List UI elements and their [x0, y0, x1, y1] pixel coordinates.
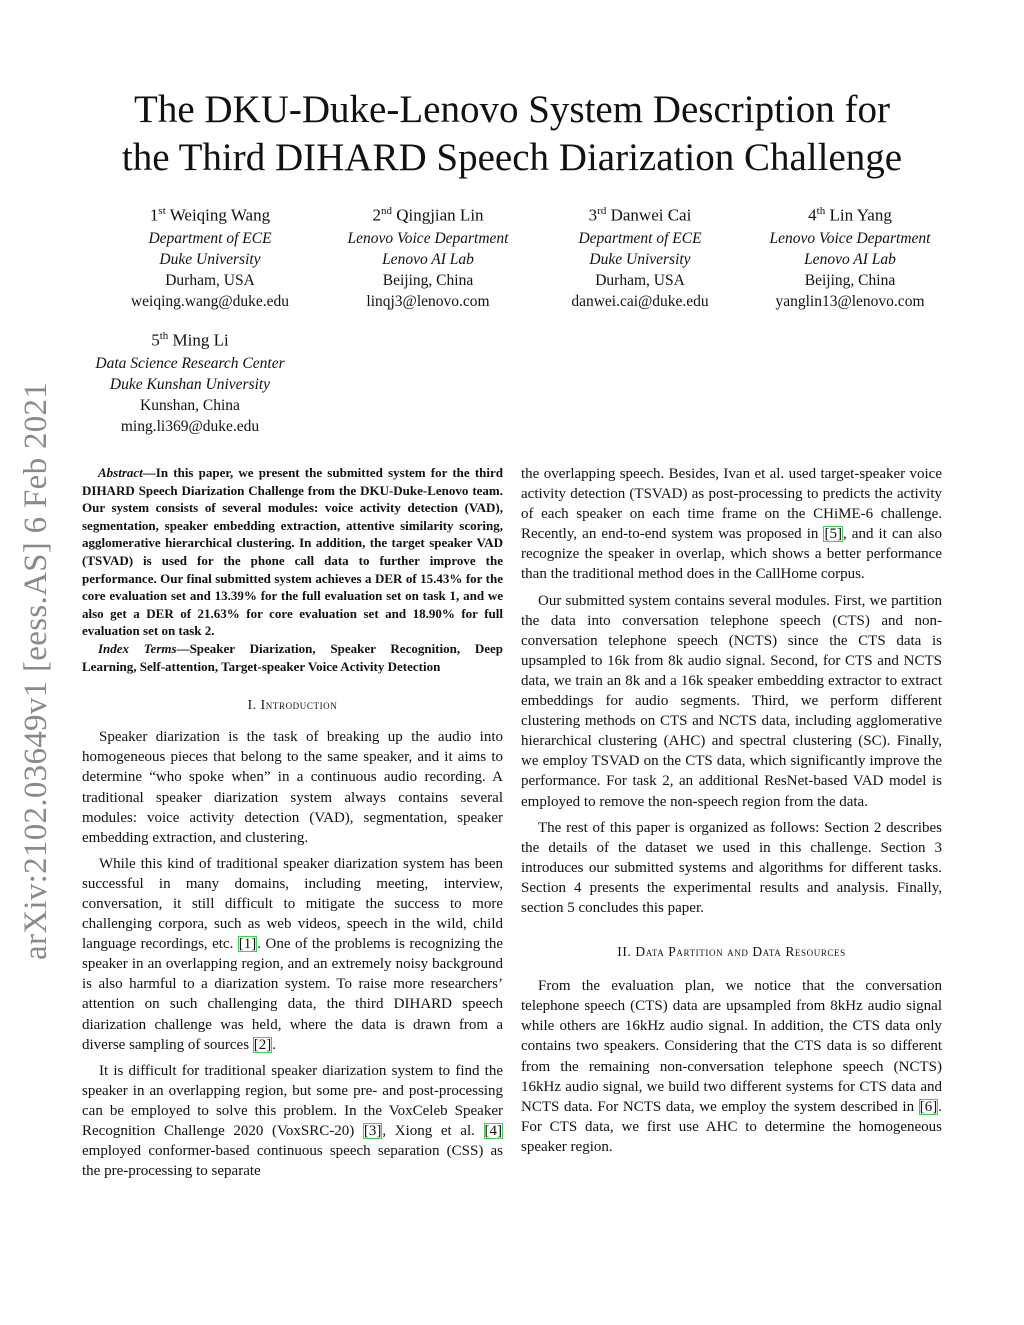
author-org: Lenovo AI Lab — [804, 250, 896, 268]
section-heading-data: II. Data Partition and Data Resources — [617, 944, 846, 960]
citation-link[interactable]: [6] — [919, 1098, 938, 1115]
author-email: yanglin13@lenovo.com — [775, 292, 925, 310]
intro-paragraph-4: the overlapping speech. Besides, Ivan et al. used target-speaker voice activity detection (TSVAD) as post-processing to predicts the activity of each speaker on each time frame on the CHiME-6 challenge. Recently, an end-to-end system was proposed in [5], and it can also recognize the speaker in overlap, which shows a better performance than the traditional method does in the CallHome corpus. — [521, 466, 942, 583]
author-org: Duke University — [589, 250, 691, 268]
abstract: Abstract—In this paper, we present the submitted system for the third DIHARD Speech Diarization Challenge from the DKU-Duke-Lenovo team. Our system consists of several modules: voice activity detection (VAD), segmentation, speaker embedding extraction, attentive similarity scoring, agglomerative hierarchical clustering. In addition, the target speaker VAD (TSVAD) is used for the phone call data to further improve the performance. Our final submitted system achieves a DER of 15.43% for the core evaluation set and 13.39% for the full evaluation set on task 1, and we also get a DER of 21.63% for core evaluation set and 18.90% for full evaluation set on task 2. — [82, 465, 503, 639]
author-name: 2nd Qingjian Lin — [372, 205, 484, 225]
author-org: Duke Kunshan University — [109, 375, 271, 393]
title-line-2: the Third DIHARD Speech Diarization Challenge — [121, 136, 903, 179]
citation-link[interactable]: [4] — [484, 1123, 502, 1139]
author-block-4 — [740, 201, 960, 312]
author-email: danwei.cai@duke.edu — [571, 292, 709, 310]
intro-paragraph-1: Speaker diarization is the task of breaking up the audio into homogeneous pieces that belong to the same speaker, and it aims to determine “who spoke when” in a continuous audio recording. A traditional speaker diarization system always contains several modules: voice activity detection (VAD), segmentation, speaker embedding extraction, and clustering. — [82, 729, 503, 846]
title-line-1: The DKU-Duke-Lenovo System Description for — [134, 88, 890, 131]
data-paragraph-1: From the evaluation plan, we notice that the conversation telephone speech (CTS) data are upsampled from 8kHz audio signal while others are 16kHz audio signal. In addition, the CTS data only contains two speakers. Considering that the CTS data is so different from the remaining non-conversation telephone speech (NCTS) 16kHz audio signal, we build two different systems for CTS data and NCTS data. For NCTS data, we employ the system described in [6]. For CTS data, we first use AHC to determine the homogeneous speaker region. — [521, 978, 942, 1155]
left-column — [82, 464, 503, 1181]
author-dept: Lenovo Voice Department — [769, 229, 931, 247]
arxiv-side-stamp: arXiv:2102.03649v1 [eess.AS] 6 Feb 2021 — [18, 381, 54, 960]
author-org: Duke University — [159, 250, 261, 268]
intro-paragraph-2: While this kind of traditional speaker diarization system has been successful in many domains, including meeting, interview, conversation, it still difficult to mitigate the success to more challenging corpora, such as web videos, speech in the wild, child language recordings, etc. [1]. One of the problems is recognizing the speaker in an overlapping region, and an extremely noisy background is also harmful to a diarization system. To raise more researchers’ attention on such challenging data, the third DIHARD speech diarization challenge was held, where the data is drawn from a diverse sampling of sources [2]. — [82, 855, 503, 1053]
author-location: Durham, USA — [595, 271, 685, 289]
author-email: ming.li369@duke.edu — [120, 417, 260, 435]
author-email: linqj3@lenovo.com — [366, 292, 490, 310]
author-location: Durham, USA — [165, 271, 255, 289]
intro-paragraph-3: It is difficult for traditional speaker diarization system to find the speaker in an overlapping region, but some pre- and post-processing can be employed to solve this problem. In the VoxCeleb Speaker Recognition Challenge 2020 (VoxSRC-20) [3], Xiong et al. [4] employed conformer-based continuous speech separation (CSS) as the pre-processing to separate — [82, 1062, 503, 1180]
author-name: 1st Weiqing Wang — [149, 205, 271, 225]
intro-paragraph-5: Our submitted system contains several modules. First, we partition the data into conversation telephone speech (CTS) and non-conversation telephone speech (NCTS) since the CTS data is upsampled to 16k from 8k audio signal. Second, for CTS and NCTS data, we train an 8k and a 16k speaker embedding extractor to extract embeddings for audio segments. Third, we perform different clustering methods on CTS and NCTS data, including agglomerative hierarchical clustering (AHC) and spectral clustering (SC). Finally, we employ TSVAD on the CTS data, which significantly improve the performance. For task 2, an additional ResNet-based VAD model is employed to remove the non-speech region from the data. — [521, 592, 942, 810]
author-dept: Department of ECE — [578, 229, 702, 247]
author-name: 4th Lin Yang — [808, 205, 892, 225]
paper-title — [60, 86, 964, 182]
intro-paragraph-6: The rest of this paper is organized as follows: Section 2 describes the details of the dataset we used in this challenge. Section 3 introduces our submitted systems and algorithms for different tasks. Section 4 presents the experimental results and analysis. Finally, section 5 concludes this paper. — [521, 819, 942, 916]
citation-link[interactable]: [3] — [363, 1123, 382, 1139]
citation-link[interactable]: [2] — [253, 1036, 272, 1053]
citation-link[interactable]: [5] — [824, 526, 842, 543]
author-location: Beijing, China — [804, 271, 896, 289]
author-block-2 — [318, 201, 538, 312]
author-dept: Department of ECE — [148, 229, 272, 247]
author-location: Kunshan, China — [140, 396, 240, 414]
author-location: Beijing, China — [382, 271, 474, 289]
author-name: 5th Ming Li — [151, 330, 229, 350]
author-block-3 — [530, 201, 750, 312]
section-heading-introduction: I. Introduction — [247, 697, 338, 713]
citation-link[interactable]: [1] — [238, 936, 257, 953]
author-block-1 — [100, 201, 320, 312]
author-dept: Lenovo Voice Department — [347, 229, 509, 247]
author-dept: Data Science Research Center — [95, 354, 285, 372]
author-org: Lenovo AI Lab — [382, 250, 474, 268]
author-name: 3rd Danwei Cai — [588, 205, 692, 225]
author-block-5 — [80, 326, 300, 437]
author-email: weiqing.wang@duke.edu — [130, 292, 290, 310]
index-terms: Index Terms—Speaker Diarization, Speaker Recognition, Deep Learning, Self-attention, Target-speaker Voice Activity Detection — [82, 640, 504, 674]
right-column — [521, 464, 942, 1157]
